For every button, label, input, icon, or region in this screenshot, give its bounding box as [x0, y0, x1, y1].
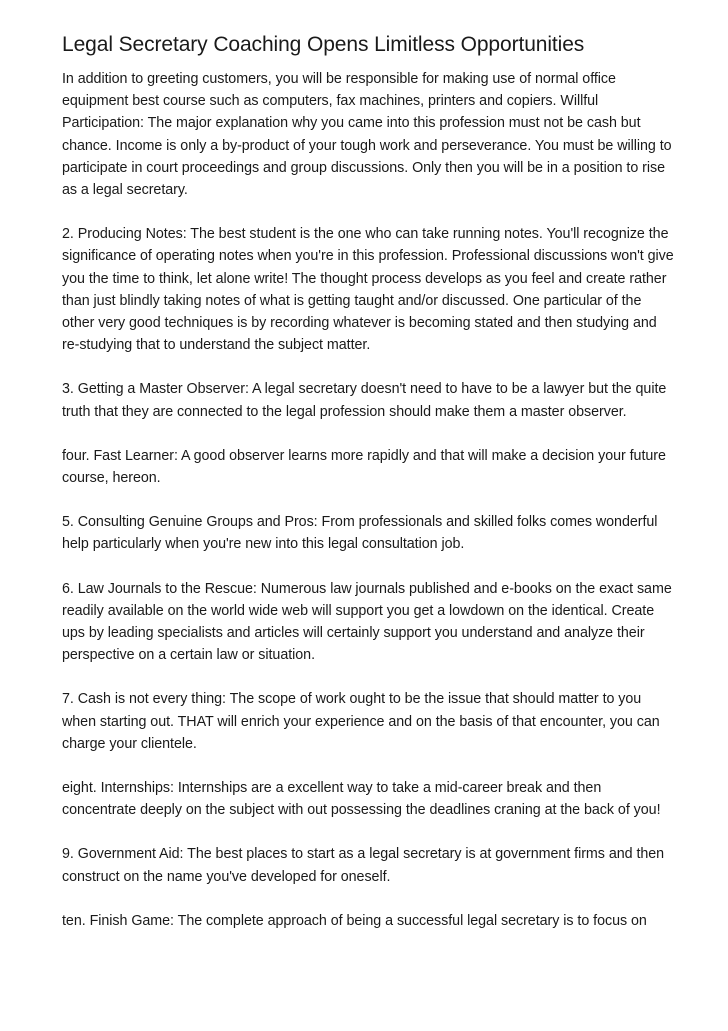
paragraph-cash: 7. Cash is not every thing: The scope of work ought to be the issue that should matter to you when starting out. THAT will enrich your experience and on the basis of that encounter, you can charge your clientele.	[62, 691, 660, 752]
paragraph-producing-notes: 2. Producing Notes: The best student is the one who can take running notes. You'll recognize the significance of operating notes when you're in this profession. Professional discussions won't give you the time to think, let alone write! The thought process develops as you feel and create rather than just blindly taking notes of what is getting taught and/or discussed. One particular of the other very good techniques is by recording whatever is becoming stated and then studying and re-studying that to understand the subject matter.	[62, 226, 674, 354]
document-page	[62, 30, 674, 932]
paragraph-fast-learner: four. Fast Learner: A good observer learns more rapidly and that will make a decision your future course, hereon.	[62, 447, 666, 487]
paragraph-government-aid: 9. Government Aid: The best places to start as a legal secretary is at government firms and then construct on the name you've developed for oneself.	[62, 846, 665, 885]
paragraph-law-journals: 6. Law Journals to the Rescue: Numerous law journals published and e-books on the exact same readily available on the world wide web will support you get a lowdown on the identical. Create ups by leading specialists and articles will certainly support you understand and analyze their perspective on a certain law or situation.	[62, 580, 672, 664]
paragraph-internships: eight. Internships: Internships are a excellent way to take a mid-career break and then concentrate deeply on the subject with out possessing the deadlines craning at the back of you!	[62, 780, 661, 819]
paragraph-consulting-groups: 5. Consulting Genuine Groups and Pros: From professionals and skilled folks comes wonderful help particularly when you're new into this legal consultation job.	[62, 514, 658, 553]
paragraph-master-observer: 3. Getting a Master Observer: A legal secretary doesn't need to have to be a lawyer but the quite truth that they are connected to the legal profession should make them a master observer.	[62, 381, 667, 420]
document-title: Legal Secretary Coaching Opens Limitless Opportunities	[62, 33, 585, 56]
paragraph-intro: In addition to greeting customers, you will be responsible for making use of normal office equipment best course such as computers, fax machines, printers and copiers. Willful Participation: The major explanation why you came into this profession must not be cash but chance. Income is only a by-product of your tough work and perseverance. You must be willing to participate in court proceedings and group discussions. Only then you will be in a position to rise as a legal secretary.	[62, 71, 672, 199]
paragraph-finish-game: ten. Finish Game: The complete approach of being a successful legal secretary is to focus on	[62, 912, 647, 929]
